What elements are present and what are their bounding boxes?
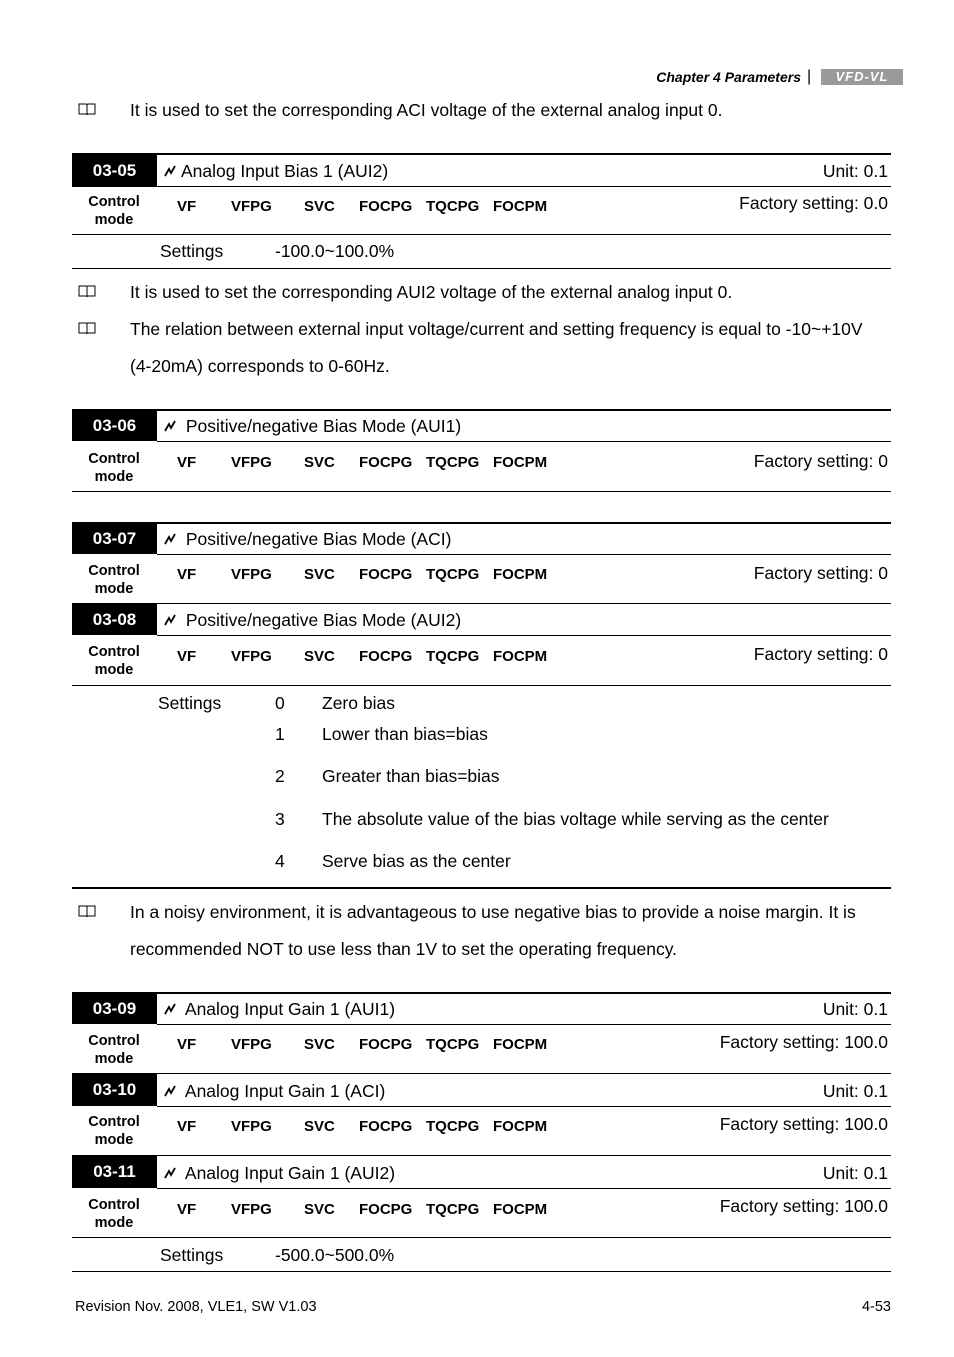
option-number: 0 — [275, 693, 285, 713]
option-number: 4 — [275, 851, 285, 871]
param-title-text: Positive/negative Bias Mode (AUI2) — [185, 610, 462, 630]
option-text: Zero bias — [322, 693, 395, 713]
mode-focpm: FOCPM — [493, 454, 548, 471]
param-title — [163, 161, 388, 182]
param-title — [163, 610, 461, 631]
mode-focpm: FOCPM — [493, 1201, 548, 1218]
slash-arrow-icon — [163, 164, 177, 178]
mode-focpg: FOCPG — [359, 1201, 413, 1218]
mode-svc: SVC — [304, 454, 335, 471]
mode-svc: SVC — [304, 198, 335, 215]
control-mode-label: Control mode — [88, 1033, 140, 1067]
mode-tqcpg: TQCPG — [426, 566, 480, 583]
factory-setting: Factory setting: 100.0 — [719, 1196, 888, 1216]
mode-focpg: FOCPG — [359, 1118, 413, 1135]
option-text: Lower than bias=bias — [322, 724, 488, 744]
note-text: The relation between external input voltage/current and setting frequency is equal to -10~+10V — [130, 319, 863, 339]
param-title-text: Positive/negative Bias Mode (AUI1) — [185, 416, 462, 436]
mode-vfpg: VFPG — [231, 566, 272, 583]
control-mode-label: Control mode — [88, 451, 140, 485]
mode-vf: VF — [177, 566, 197, 583]
option-text: Greater than bias=bias — [322, 766, 500, 786]
slash-arrow-icon — [163, 419, 177, 433]
mode-focpm: FOCPM — [493, 648, 548, 665]
note-text: In a noisy environment, it is advantageous to use negative bias to provide a noise margin. It is — [130, 902, 856, 922]
param-id: 03-08 — [72, 604, 157, 635]
book-icon — [78, 905, 96, 918]
settings-value: -100.0~100.0% — [275, 241, 395, 261]
mode-focpg: FOCPG — [359, 1036, 413, 1053]
param-title-text: Analog Input Gain 1 (AUI1) — [184, 999, 396, 1019]
mode-vfpg: VFPG — [231, 454, 272, 471]
mode-tqcpg: TQCPG — [426, 198, 480, 215]
mode-tqcpg: TQCPG — [426, 454, 480, 471]
mode-tqcpg: TQCPG — [426, 648, 480, 665]
mode-vf: VF — [177, 454, 197, 471]
param-id: 03-05 — [72, 154, 157, 187]
param-id: 03-07 — [72, 523, 157, 554]
option-number: 3 — [275, 809, 285, 829]
unit-label: Unit: 0.1 — [822, 1163, 888, 1183]
param-title — [163, 529, 451, 550]
control-mode-label: Control mode — [88, 1197, 140, 1231]
param-title-text: Analog Input Gain 1 (AUI2) — [184, 1163, 396, 1183]
header-separator: | — [807, 68, 812, 85]
slash-arrow-icon — [163, 1002, 177, 1016]
mode-focpg: FOCPG — [359, 198, 413, 215]
unit-label: Unit: 0.1 — [822, 1081, 888, 1101]
page-number: 4-53 — [861, 1299, 891, 1315]
control-mode-label: Control mode — [88, 194, 140, 228]
param-title-text: Analog Input Bias 1 (AUI2) — [181, 161, 389, 181]
mode-svc: SVC — [304, 1036, 335, 1053]
param-title — [163, 1163, 395, 1184]
mode-svc: SVC — [304, 648, 335, 665]
factory-setting: Factory setting: 0.0 — [739, 193, 888, 213]
mode-vf: VF — [177, 648, 197, 665]
note-text-cont: (4-20mA) corresponds to 0-60Hz. — [130, 356, 390, 376]
mode-focpg: FOCPG — [359, 566, 413, 583]
factory-setting: Factory setting: 100.0 — [719, 1032, 888, 1052]
factory-setting: Factory setting: 0 — [753, 563, 888, 583]
param-id: 03-11 — [72, 1156, 157, 1188]
unit-label: Unit: 0.1 — [822, 161, 888, 181]
settings-value: -500.0~500.0% — [275, 1245, 395, 1265]
param-id: 03-06 — [72, 410, 157, 441]
settings-label: Settings — [160, 1245, 224, 1265]
param-title-text: Positive/negative Bias Mode (ACI) — [185, 529, 452, 549]
param-id: 03-09 — [72, 993, 157, 1024]
mode-svc: SVC — [304, 1201, 335, 1218]
note-text: It is used to set the corresponding ACI voltage of the external analog input 0. — [130, 100, 723, 120]
mode-svc: SVC — [304, 566, 335, 583]
mode-tqcpg: TQCPG — [426, 1036, 480, 1053]
mode-vfpg: VFPG — [231, 1036, 272, 1053]
mode-focpm: FOCPM — [493, 1118, 548, 1135]
note-text: It is used to set the corresponding AUI2 voltage of the external analog input 0. — [130, 282, 733, 302]
mode-vfpg: VFPG — [231, 1201, 272, 1218]
factory-setting: Factory setting: 100.0 — [719, 1114, 888, 1134]
mode-vf: VF — [177, 1118, 197, 1135]
option-text: The absolute value of the bias voltage while serving as the center — [322, 809, 829, 829]
slash-arrow-icon — [163, 1166, 177, 1180]
param-id: 03-10 — [72, 1074, 157, 1106]
param-title — [163, 1081, 385, 1102]
slash-arrow-icon — [163, 532, 177, 546]
mode-focpm: FOCPM — [493, 566, 548, 583]
mode-tqcpg: TQCPG — [426, 1118, 480, 1135]
book-icon — [78, 322, 96, 335]
settings-label: Settings — [160, 241, 224, 261]
control-mode-label: Control mode — [88, 1114, 140, 1148]
vfd-vl-logo: VFD-VL — [821, 69, 903, 85]
revision-text: Revision Nov. 2008, VLE1, SW V1.03 — [75, 1299, 317, 1315]
param-title — [163, 999, 395, 1020]
mode-vfpg: VFPG — [231, 1118, 272, 1135]
slash-arrow-icon — [163, 1084, 177, 1098]
mode-focpg: FOCPG — [359, 454, 413, 471]
option-number: 2 — [275, 766, 285, 786]
mode-vf: VF — [177, 198, 197, 215]
param-title-text: Analog Input Gain 1 (ACI) — [184, 1081, 386, 1101]
option-number: 1 — [275, 724, 285, 744]
mode-svc: SVC — [304, 1118, 335, 1135]
mode-focpm: FOCPM — [493, 198, 548, 215]
mode-vf: VF — [177, 1201, 197, 1218]
factory-setting: Factory setting: 0 — [753, 451, 888, 471]
mode-vfpg: VFPG — [231, 198, 272, 215]
book-icon — [78, 285, 96, 298]
option-text: Serve bias as the center — [322, 851, 511, 871]
chapter-title: Chapter 4 Parameters — [656, 69, 801, 85]
note-text-cont: recommended NOT to use less than 1V to set the operating frequency. — [130, 939, 678, 959]
mode-vfpg: VFPG — [231, 648, 272, 665]
mode-focpm: FOCPM — [493, 1036, 548, 1053]
slash-arrow-icon — [163, 613, 177, 627]
settings-label: Settings — [158, 693, 222, 713]
mode-tqcpg: TQCPG — [426, 1201, 480, 1218]
mode-vf: VF — [177, 1036, 197, 1053]
unit-label: Unit: 0.1 — [822, 999, 888, 1019]
book-icon — [78, 103, 96, 116]
control-mode-label: Control mode — [88, 563, 140, 597]
control-mode-label: Control mode — [88, 644, 140, 678]
mode-focpg: FOCPG — [359, 648, 413, 665]
param-title — [163, 416, 461, 437]
factory-setting: Factory setting: 0 — [753, 644, 888, 664]
